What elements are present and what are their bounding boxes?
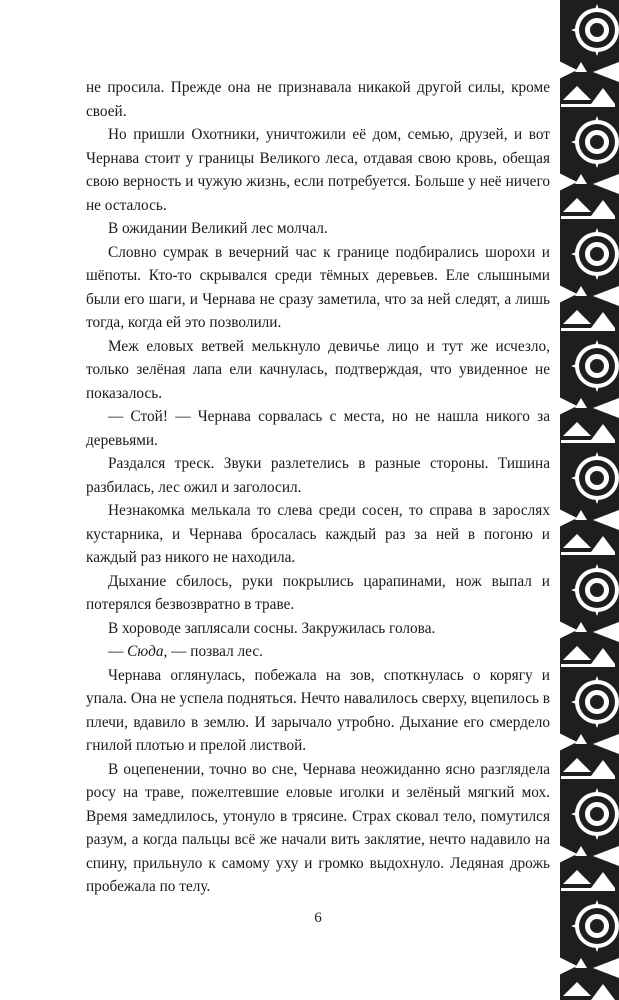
paragraph: В оцепенении, точно во сне, Чернава неожиданно ясно разглядела росу на траве, пожелтевшие еловые иголки и зелёный мягкий мох. Время замедлилось, утонуло в трясине. Страх сковал тело, помутился разум, а когда пальцы всё же начали вить заклятие, нечто надавило на спину, прильнуло к самому уху и громко выдохнуло. Ледяная дрожь пробежала по телу.: [86, 760, 550, 895]
dialogue-dash: —: [108, 643, 128, 660]
paragraph: Меж еловых ветвей мелькнуло девичье лицо и тут же исчезло, только зелёная лапа ели качнулась, подтверждая, что увиденное не показалось.: [86, 337, 550, 402]
dialogue-rest: — позвал лес.: [167, 643, 263, 660]
paragraph: Незнакомка мелькала то слева среди сосен, то справа в зарослях кустарника, и Чернава бросалась каждый раз за ней в погоню и каждый раз никого не находила.: [86, 502, 550, 566]
paragraph: В хороводе заплясали сосны. Закружилась голова.: [108, 619, 436, 637]
dialogue-italic: Сюда,: [127, 643, 168, 660]
page-number: 6: [314, 910, 322, 926]
paragraph: Раздался треск. Звуки разлетелись в разные стороны. Тишина разбилась, лес ожил и заголосил.: [86, 455, 550, 496]
paragraph: не просила. Прежде она не признавала никакой другой силы, кроме своей.: [86, 79, 550, 120]
ornament-border: [557, 0, 619, 1000]
paragraph: Словно сумрак в вечерний час к границе подбирались шорохи и шёпоты. Кто-то скрывался среди тёмных деревьев. Еле слышными были его шаги, и Чернава не сразу заметила, что за ней следят, а лишь тогда, когда ей это позволили.: [86, 243, 550, 331]
paragraph: Дыхание сбилось, руки покрылись царапинами, нож выпал и потерялся безвозвратно в траве.: [86, 572, 550, 613]
paragraph: Чернава оглянулась, побежала на зов, споткнулась о корягу и упала. Она не успела подняться. Нечто навалилось сверху, вцепилось в плечи, вдавило в землю. И зарычало утробно. Дыхание его смердело гнилой плотью и прелой листвой.: [86, 666, 551, 754]
paragraph: — Стой! — Чернава сорвалась с места, но не нашла никого за деревьями.: [86, 408, 550, 449]
dialogue-line: [86, 640, 550, 664]
paragraph: В ожидании Великий лес молчал.: [108, 220, 328, 237]
paragraph: Но пришли Охотники, уничтожили её дом, семью, друзей, и вот Чернава стоит у границы Великого леса, отдавая свою кровь, обещая свою верность и чужую жизнь, если потребуется. Больше у неё ничего не осталось.: [86, 126, 550, 214]
page-text: [86, 76, 550, 899]
